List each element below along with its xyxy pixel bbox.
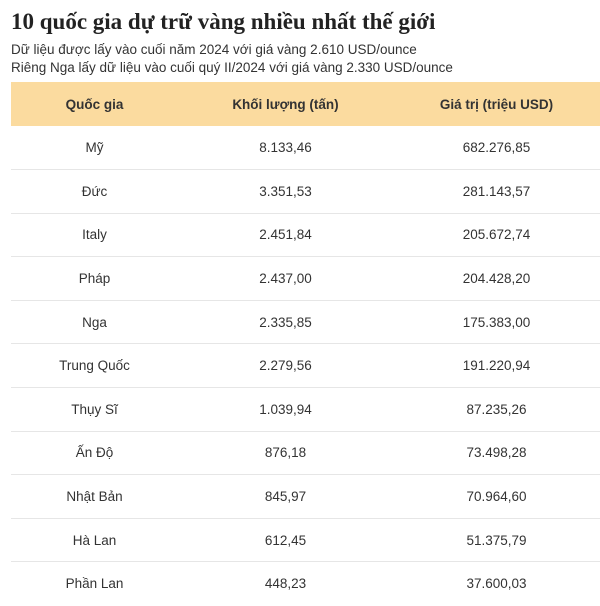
table-row (11, 475, 600, 519)
cell-country: Mỹ (85, 140, 104, 156)
table-row (11, 213, 600, 257)
cell-country: Nga (82, 314, 107, 330)
cell-value: 204.428,20 (462, 271, 531, 287)
cell-value: 205.672,74 (462, 227, 531, 243)
cell-value: 682.276,85 (462, 140, 531, 156)
cell-value: 281.143,57 (462, 183, 531, 199)
cell-weight: 845,97 (264, 489, 307, 505)
cell-country: Trung Quốc (59, 358, 130, 374)
cell-weight: 612,45 (264, 532, 307, 548)
subtitle-russia-note: Riêng Nga lấy dữ liệu vào cuối quý II/2024 với giá vàng 2.330 USD/ounce (11, 60, 453, 75)
cell-weight: 2.279,56 (259, 358, 312, 374)
subtitle-price-note: Dữ liệu được lấy vào cuối năm 2024 với giá vàng 2.610 USD/ounce (11, 42, 417, 57)
cell-country: Italy (82, 227, 107, 243)
table-row (11, 170, 600, 214)
table-row (11, 126, 600, 170)
cell-weight: 2.335,85 (259, 314, 312, 330)
table-body (11, 126, 600, 606)
cell-value: 37.600,03 (466, 576, 527, 592)
gold-reserves-table (11, 82, 600, 606)
table-row (11, 562, 600, 606)
column-header-value: Giá trị (triệu USD) (439, 96, 554, 112)
cell-weight: 2.451,84 (259, 227, 312, 243)
table-row (11, 300, 600, 344)
cell-value: 70.964,60 (466, 489, 527, 505)
cell-country: Thụy Sĩ (71, 401, 118, 417)
chart-title: 10 quốc gia dự trữ vàng nhiều nhất thế giới (11, 9, 436, 34)
table-row (11, 257, 600, 301)
table-row (11, 431, 600, 475)
cell-weight: 2.437,00 (259, 271, 312, 287)
cell-value: 51.375,79 (466, 532, 527, 548)
cell-country: Pháp (78, 271, 111, 287)
cell-country: Ấn Độ (75, 445, 114, 461)
cell-weight: 876,18 (264, 445, 307, 461)
table-row (11, 344, 600, 388)
column-header-country: Quốc gia (65, 96, 124, 112)
cell-country: Đức (81, 183, 108, 199)
column-header-weight: Khối lượng (tấn) (232, 96, 339, 112)
table-row (11, 388, 600, 432)
cell-value: 73.498,28 (466, 445, 527, 461)
cell-weight: 3.351,53 (259, 183, 312, 199)
cell-weight: 1.039,94 (259, 401, 312, 417)
table-header-row (11, 82, 600, 126)
cell-country: Phần Lan (65, 576, 124, 592)
cell-value: 191.220,94 (462, 358, 531, 374)
cell-value: 175.383,00 (462, 314, 531, 330)
cell-weight: 448,23 (264, 576, 307, 592)
cell-value: 87.235,26 (466, 401, 527, 417)
cell-country: Nhật Bản (66, 489, 123, 505)
cell-weight: 8.133,46 (259, 140, 312, 156)
table-row (11, 518, 600, 562)
cell-country: Hà Lan (72, 532, 117, 548)
